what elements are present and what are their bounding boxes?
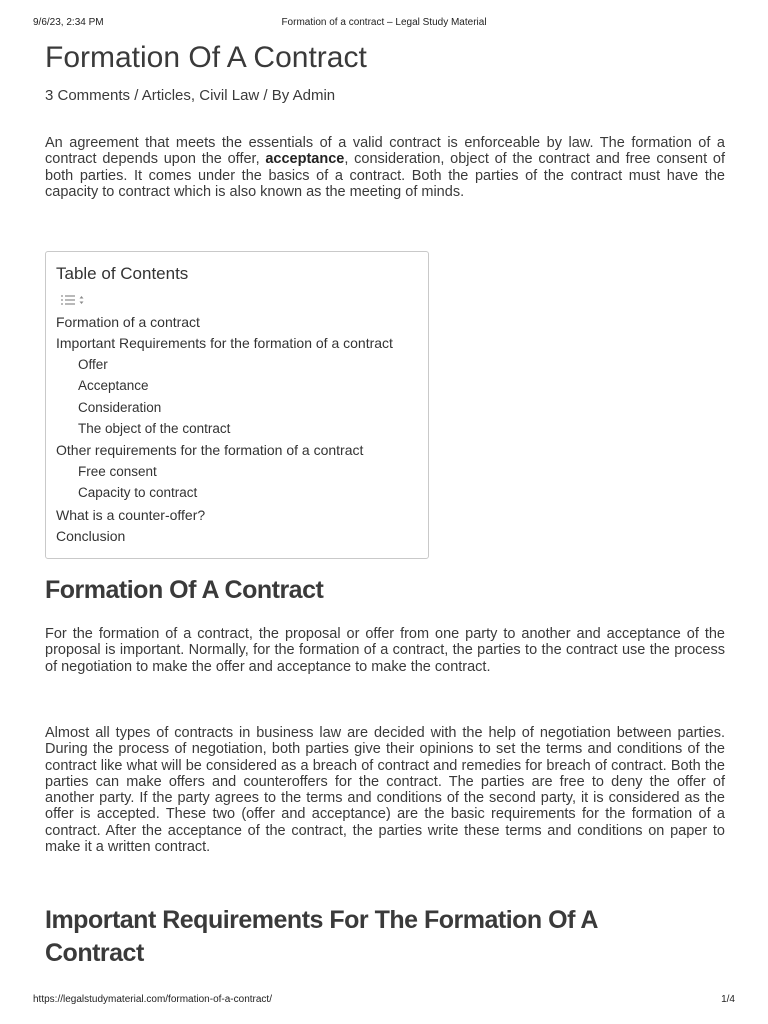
- toc-link-conclusion[interactable]: Conclusion: [56, 527, 126, 544]
- toc-item[interactable]: [56, 442, 393, 463]
- intro-text-before: An agreement that meets the essentials of a valid contract is enforceable by law. The formation of a contract depends upon the offer,: [45, 135, 725, 168]
- toc-subitem[interactable]: [56, 400, 393, 421]
- toc-link-capacity[interactable]: Capacity to contract: [78, 485, 198, 501]
- toc-link-free-consent[interactable]: Free consent: [78, 463, 157, 479]
- toc-title: Table of Contents: [56, 264, 189, 283]
- toc-subitem[interactable]: [56, 357, 393, 378]
- post-meta: [45, 87, 335, 105]
- toc-toggle-icon[interactable]: [60, 293, 90, 307]
- meta-separator: ,: [190, 87, 200, 104]
- intro-bold-acceptance: acceptance: [265, 151, 345, 168]
- section-heading-important-requirements: Important Requirements For The Formation Of A Contract: [45, 906, 598, 967]
- toc-subitem[interactable]: [56, 421, 393, 442]
- print-header: [33, 17, 735, 31]
- toc-link-offer[interactable]: Offer: [78, 356, 108, 372]
- print-page-title: Formation of a contract – Legal Study Material: [281, 17, 487, 28]
- toc-item[interactable]: [56, 507, 393, 528]
- toc-subitem[interactable]: [56, 464, 393, 485]
- meta-separator: /: [130, 87, 142, 104]
- section-paragraph: For the formation of a contract, the proposal or offer from one party to another and acceptance of the proposal is important. Normally, for the formation of a contract, the parties to the contract use the process of negotiation to make the offer and acceptance to make the contract.: [45, 626, 725, 675]
- toc-item[interactable]: [56, 335, 393, 356]
- author-link[interactable]: Admin: [292, 87, 336, 104]
- page-title: Formation Of A Contract: [45, 41, 367, 74]
- comments-link[interactable]: 3 Comments: [45, 87, 131, 104]
- meta-separator: / By: [259, 87, 293, 104]
- toc-link-formation[interactable]: Formation of a contract: [56, 314, 200, 330]
- toc-item[interactable]: [56, 528, 393, 549]
- print-page-number: 1/4: [721, 994, 735, 1005]
- toc-link-other-requirements[interactable]: Other requirements for the formation of a contract: [56, 442, 364, 459]
- category-link-articles[interactable]: Articles: [141, 87, 191, 104]
- toc-subitem[interactable]: [56, 378, 393, 399]
- section-heading-formation: Formation Of A Contract: [45, 576, 324, 604]
- toc-link-consideration[interactable]: Consideration: [78, 399, 162, 415]
- intro-paragraph: [45, 135, 725, 200]
- print-footer: [33, 994, 735, 1008]
- category-link-civil-law[interactable]: Civil Law: [199, 87, 260, 104]
- toc-link-object[interactable]: The object of the contract: [78, 420, 231, 436]
- toc-link-important-requirements[interactable]: Important Requirements for the formation of a contract: [56, 335, 393, 352]
- intro-text-after: , consideration, object of the contract and free consent of both parties. It comes under the basics of a contract. Both the parties of the contract must have the capacity to contract which is also known as the meeting of minds.: [45, 151, 725, 200]
- toc-list: [56, 314, 393, 549]
- print-url: https://legalstudymaterial.com/formation-of-a-contract/: [33, 994, 272, 1005]
- toc-link-counter-offer[interactable]: What is a counter-offer?: [56, 506, 206, 523]
- table-of-contents: [45, 251, 429, 559]
- toc-link-acceptance[interactable]: Acceptance: [78, 378, 149, 394]
- toc-subitem[interactable]: [56, 485, 393, 506]
- toc-item[interactable]: [56, 314, 393, 335]
- print-date: 9/6/23, 2:34 PM: [33, 17, 104, 28]
- section-paragraph: Almost all types of contracts in business law are decided with the help of negotiation between parties. During the process of negotiation, both parties give their opinions to set the terms and conditions of the contract like what will be considered as a breach of contract and remedies for breach of contract. Both the parties can make offers and counteroffers for the contract. The parties are free to deny the offer of another party. If the party agrees to the terms and conditions of the second party, it is considered as the offer is accepted. These two (offer and acceptance) are the basic requirements for the formation of a contract. After the acceptance of the contract, the parties write these terms and conditions on paper to make it a written contract.: [45, 725, 725, 856]
